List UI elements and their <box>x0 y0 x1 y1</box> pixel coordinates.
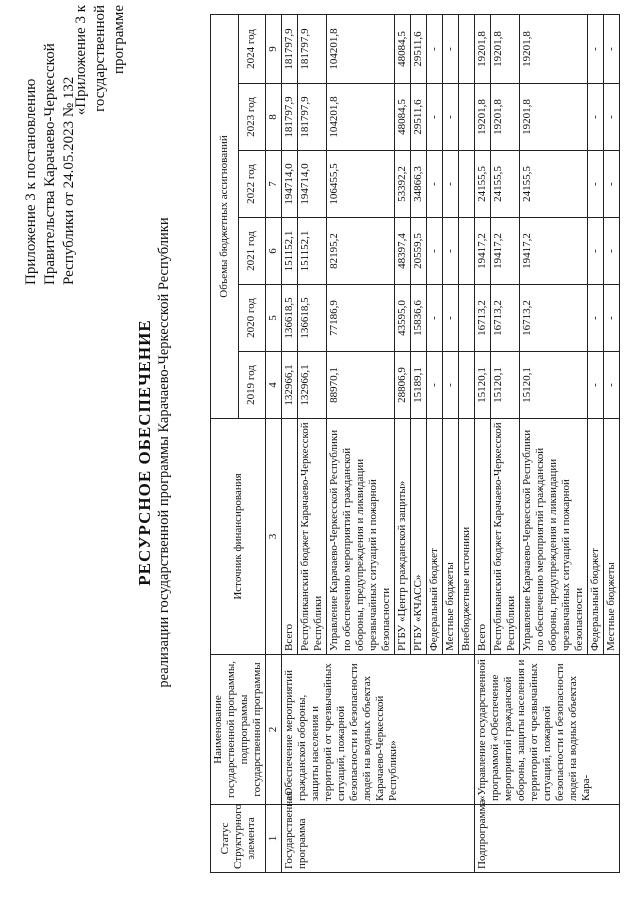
funding-source-cell: Федеральный бюджет <box>427 419 443 655</box>
budget-value-cell: - <box>427 218 443 285</box>
budget-value-cell: - <box>588 285 604 352</box>
column-number: 4 <box>266 352 282 419</box>
column-number: 7 <box>266 151 282 218</box>
table-row <box>475 15 491 873</box>
resource-table <box>210 14 620 873</box>
budget-value-cell: - <box>443 218 459 285</box>
table-body <box>282 15 620 873</box>
column-number: 8 <box>266 84 282 151</box>
budget-value-cell: - <box>427 84 443 151</box>
column-number: 2 <box>266 655 282 805</box>
year-header: 2024 год <box>238 15 266 84</box>
year-header: 2022 год <box>238 151 266 218</box>
budget-value-cell <box>459 352 475 419</box>
funding-source-cell: Местные бюджеты <box>604 419 620 655</box>
decree-line-1: Приложение 3 к постановлению <box>23 78 39 285</box>
year-header: 2019 год <box>238 352 266 419</box>
decree-line-3: Республики от 24.05.2023 № 132 <box>61 76 77 285</box>
budget-value-cell: 19417,2 <box>520 218 588 285</box>
funding-source-cell: РГБУ «КЧАСС» <box>411 419 427 655</box>
budget-value-cell <box>459 285 475 352</box>
budget-value-cell: 132966,1 <box>298 352 327 419</box>
budget-value-cell: 48397,4 <box>395 218 411 285</box>
budget-value-cell: 34866,3 <box>411 151 427 218</box>
budget-value-cell: - <box>604 218 620 285</box>
budget-value-cell: 15836,6 <box>411 285 427 352</box>
budget-value-cell: - <box>604 285 620 352</box>
budget-value-cell: 24155,5 <box>520 151 588 218</box>
budget-value-cell: - <box>443 151 459 218</box>
budget-value-cell: - <box>443 84 459 151</box>
budget-value-cell: 194714,0 <box>298 151 327 218</box>
column-number: 9 <box>266 15 282 84</box>
budget-value-cell <box>459 84 475 151</box>
table-row <box>282 15 298 873</box>
budget-value-cell: 19201,8 <box>520 15 588 84</box>
budget-value-cell: - <box>427 285 443 352</box>
appendix-line-1: «Приложение 3 к <box>73 5 89 116</box>
header-volumes: Объемы бюджетных ассигнований <box>211 15 239 419</box>
column-number: 6 <box>266 218 282 285</box>
budget-value-cell: 181797,9 <box>298 84 327 151</box>
document-subtitle: реализации государственной программы Карачаево-Черкесской Республики <box>156 217 172 688</box>
budget-value-cell: - <box>443 15 459 84</box>
budget-value-cell: 29511,6 <box>411 15 427 84</box>
budget-value-cell: 28806,9 <box>395 352 411 419</box>
budget-value-cell: 19201,8 <box>475 84 491 151</box>
budget-value-cell: - <box>427 352 443 419</box>
budget-value-cell: 48084,5 <box>395 84 411 151</box>
budget-value-cell: 15120,1 <box>475 352 491 419</box>
status-cell: Государственная программа <box>282 805 475 873</box>
header-source: Источник финансирования <box>211 419 266 655</box>
budget-value-cell: 16713,2 <box>475 285 491 352</box>
budget-value-cell: 15120,1 <box>520 352 588 419</box>
budget-value-cell: 48084,5 <box>395 15 411 84</box>
funding-source-cell: Управление Карачаево-Черкесской Республики по обеспечению мероприятий гражданской обороны, предупреждения и ликвидации чрезвычайных ситуаций и пожарной безопасности <box>327 419 395 655</box>
budget-value-cell: 19417,2 <box>475 218 491 285</box>
decree-line-2: Правительства Карачаево-Черкесской <box>42 43 58 285</box>
budget-value-cell: 24155,5 <box>475 151 491 218</box>
budget-value-cell: 15189,1 <box>411 352 427 419</box>
appendix-line-2: государственной программе <box>92 5 127 112</box>
funding-source-cell: Федеральный бюджет <box>588 419 604 655</box>
funding-source-cell: РГБУ «Центр гражданской защиты» <box>395 419 411 655</box>
budget-value-cell: - <box>588 352 604 419</box>
budget-value-cell: 181797,9 <box>282 84 298 151</box>
budget-value-cell: 19417,2 <box>491 218 520 285</box>
funding-source-cell: Республиканский бюджет Карачаево-Черкесской Республики <box>298 419 327 655</box>
budget-value-cell: - <box>588 84 604 151</box>
budget-value-cell: 88970,1 <box>327 352 395 419</box>
budget-value-cell: 16713,2 <box>520 285 588 352</box>
budget-value-cell: 181797,9 <box>282 15 298 84</box>
budget-value-cell: 136618,5 <box>282 285 298 352</box>
budget-value-cell: 19201,8 <box>520 84 588 151</box>
column-numbers-row <box>266 15 282 873</box>
budget-value-cell: - <box>427 15 443 84</box>
funding-source-cell: Республиканский бюджет Карачаево-Черкесской Республики <box>491 419 520 655</box>
program-name-cell: «Управление государственной программой «Обеспечение мероприятий гражданской обороны, защиты населения и территорий от чрезвычайных ситуаций, пожарной безопасности и безопасности людей на водных объектах Кара- <box>475 655 620 805</box>
funding-source-cell: Управление Карачаево-Черкесской Республики по обеспечению мероприятий гражданской обороны, предупреждения и ликвидации чрезвычайных ситуаций и пожарной безопасности <box>520 419 588 655</box>
year-header: 2021 год <box>238 218 266 285</box>
budget-value-cell: 194714,0 <box>282 151 298 218</box>
budget-value-cell: 136618,5 <box>298 285 327 352</box>
budget-value-cell: - <box>427 151 443 218</box>
budget-value-cell: 53392,2 <box>395 151 411 218</box>
budget-value-cell: - <box>443 352 459 419</box>
column-number: 5 <box>266 285 282 352</box>
budget-value-cell: - <box>588 218 604 285</box>
header-name: Наименование государственной программы, подпрограммы государственной программы <box>211 655 266 805</box>
budget-value-cell: - <box>604 84 620 151</box>
budget-value-cell: - <box>443 285 459 352</box>
year-header: 2023 год <box>238 84 266 151</box>
budget-value-cell: 15120,1 <box>491 352 520 419</box>
budget-value-cell <box>459 151 475 218</box>
budget-value-cell: 29511,6 <box>411 84 427 151</box>
budget-value-cell: - <box>604 352 620 419</box>
budget-value-cell: 151152,1 <box>282 218 298 285</box>
budget-value-cell: 181797,9 <box>298 15 327 84</box>
budget-value-cell: 104201,8 <box>327 84 395 151</box>
budget-value-cell: 19201,8 <box>475 15 491 84</box>
budget-value-cell: 43595,0 <box>395 285 411 352</box>
budget-value-cell: - <box>588 151 604 218</box>
funding-source-cell: Местные бюджеты <box>443 419 459 655</box>
budget-value-cell: 106455,5 <box>327 151 395 218</box>
column-number: 1 <box>266 805 282 873</box>
budget-value-cell: 104201,8 <box>327 15 395 84</box>
budget-value-cell: - <box>588 15 604 84</box>
budget-value-cell <box>459 218 475 285</box>
budget-value-cell: 77186,9 <box>327 285 395 352</box>
document-title: РЕСУРСНОЕ ОБЕСПЕЧЕНИЕ <box>135 319 154 586</box>
funding-source-cell: Всего <box>475 419 491 655</box>
funding-source-cell: Внебюджетные источники <box>459 419 475 655</box>
budget-value-cell: 16713,2 <box>491 285 520 352</box>
budget-value-cell: 20559,5 <box>411 218 427 285</box>
budget-value-cell: 82195,2 <box>327 218 395 285</box>
funding-source-cell: Всего <box>282 419 298 655</box>
appendix-reference <box>72 5 129 165</box>
budget-value-cell <box>459 15 475 84</box>
year-header: 2020 год <box>238 285 266 352</box>
budget-value-cell: - <box>604 151 620 218</box>
budget-value-cell: 151152,1 <box>298 218 327 285</box>
decree-reference <box>22 5 79 285</box>
budget-value-cell: 24155,5 <box>491 151 520 218</box>
header-status: Статус Структурного элемента <box>211 805 266 873</box>
budget-value-cell: 19201,8 <box>491 84 520 151</box>
budget-value-cell: 19201,8 <box>491 15 520 84</box>
program-name-cell: «Обеспечение мероприятий гражданской обороны, защиты населения и территорий от чрезвычайных ситуаций, пожарной безопасности и безопасности людей на водных объектах Карачаево-Черкесской Республики» <box>282 655 475 805</box>
budget-value-cell: 132966,1 <box>282 352 298 419</box>
column-number: 3 <box>266 419 282 655</box>
budget-value-cell: - <box>604 15 620 84</box>
status-cell: Подпрограмма <box>475 805 620 873</box>
